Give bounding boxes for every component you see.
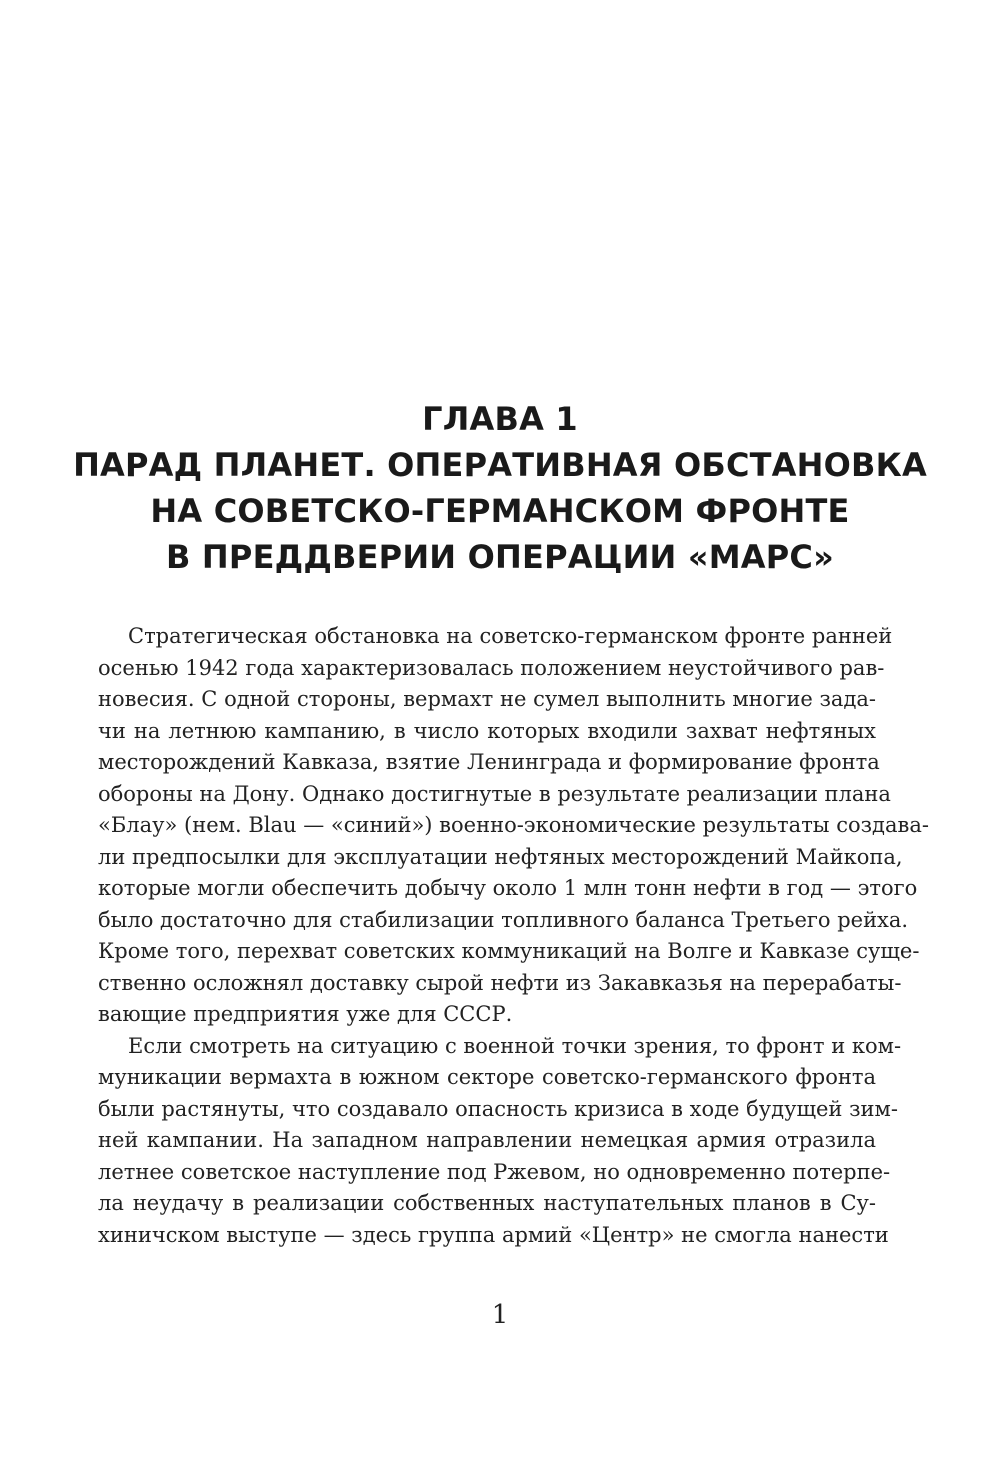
paragraph-1 xyxy=(98,621,929,1031)
text-line: было достаточно для стабилизации топливного баланса Третьего рейха. xyxy=(98,907,909,932)
text-line: новесия. С одной стороны, вермахт не сумел выполнить многие зада- xyxy=(98,687,876,711)
chapter-heading xyxy=(60,396,940,580)
body-text xyxy=(98,621,929,1251)
chapter-title-line-2: НА СОВЕТСКО-ГЕРМАНСКОМ ФРОНТЕ xyxy=(150,492,850,530)
text-line: муникации вермахта в южном секторе советско-германского фронта xyxy=(98,1065,876,1089)
text-line: чи на летнюю кампанию, в число которых входили захват нефтяных xyxy=(98,718,876,743)
text-line: осенью 1942 года характеризовалась положением неустойчивого рав- xyxy=(98,655,885,680)
text-line: которые могли обеспечить добычу около 1 млн тонн нефти в год — этого xyxy=(98,876,918,900)
text-line: месторождений Кавказа, взятие Ленинграда и формирование фронта xyxy=(98,750,880,774)
text-line: ней кампании. На западном направлении немецкая армия отразила xyxy=(98,1128,876,1152)
text-line: летнее советское наступление под Ржевом, но одновременно потерпе- xyxy=(98,1159,891,1184)
chapter-title-line-1: ПАРАД ПЛАНЕТ. ОПЕРАТИВНАЯ ОБСТАНОВКА xyxy=(73,446,927,484)
paragraph-2 xyxy=(98,1031,902,1252)
text-line: ственно осложнял доставку сырой нефти из Закавказья на перерабаты- xyxy=(98,970,902,995)
text-line: обороны на Дону. Однако достигнутые в результате реализации плана xyxy=(98,781,891,806)
text-line: Стратегическая обстановка на советско-германском фронте ранней xyxy=(128,624,893,648)
page-number: 1 xyxy=(491,1300,509,1330)
chapter-number: ГЛАВА 1 xyxy=(422,400,578,438)
text-line: «Блау» (нем. Blau — «синий») военно-экономические результаты создава- xyxy=(98,813,929,837)
text-line: ла неудачу в реализации собственных наступательных планов в Су- xyxy=(98,1191,876,1215)
text-line: Кроме того, перехват советских коммуникаций на Волге и Кавказе суще- xyxy=(98,939,920,963)
text-line: вающие предприятия уже для СССР. xyxy=(98,1002,513,1026)
text-line: ли предпосылки для эксплуатации нефтяных месторождений Майкопа, xyxy=(98,844,903,869)
text-line: Если смотреть на ситуацию с военной точки зрения, то фронт и ком- xyxy=(128,1033,902,1058)
chapter-title-line-3: В ПРЕДДВЕРИИ ОПЕРАЦИИ «МАРС» xyxy=(166,538,834,576)
text-line: хиничском выступе — здесь группа армий «Центр» не смогла нанести xyxy=(98,1222,889,1247)
text-line: были растянуты, что создавало опасность кризиса в ходе будущей зим- xyxy=(98,1096,898,1121)
